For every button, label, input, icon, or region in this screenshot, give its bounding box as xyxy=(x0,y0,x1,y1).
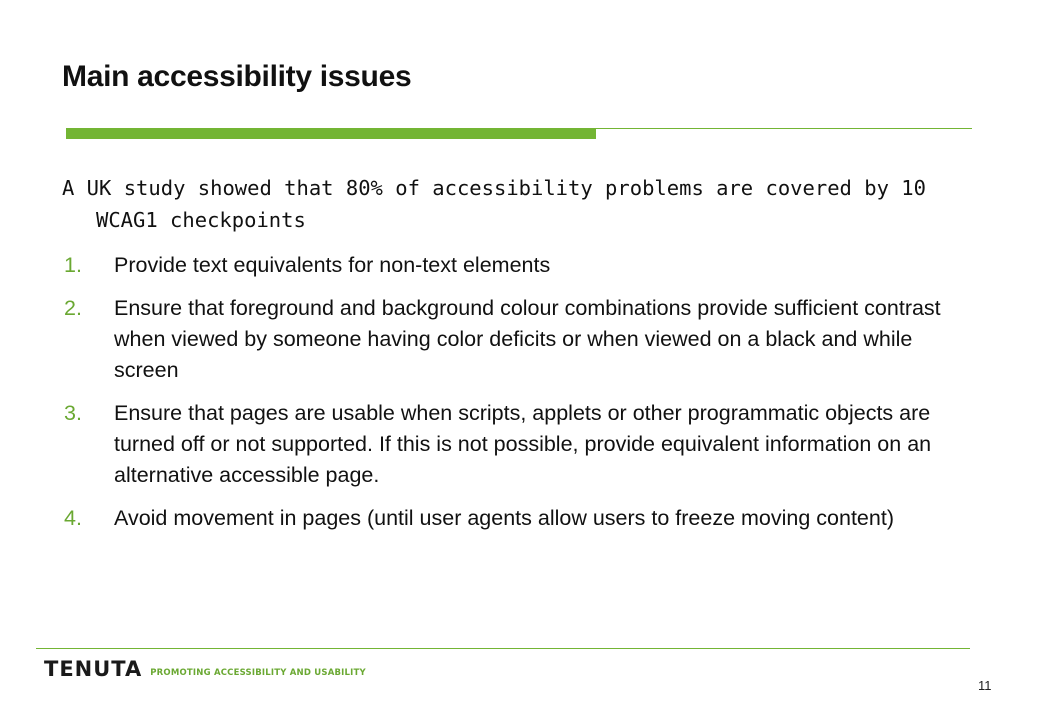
page-number: 11 xyxy=(978,678,992,693)
issue-number: 3. xyxy=(64,401,82,425)
logo-wordmark: TENUTA xyxy=(44,657,143,681)
tenuta-logo xyxy=(44,657,366,683)
issue-text: Provide text equivalents for non-text elements xyxy=(114,253,551,277)
issue-item xyxy=(62,250,982,281)
issue-text: Avoid movement in pages (until user agents allow users to freeze moving content) xyxy=(114,506,894,530)
issue-item xyxy=(62,503,982,534)
footer-divider xyxy=(36,648,970,649)
issue-text: Ensure that foreground and background colour combinations provide sufficient contrast when viewed by someone having color deficits or when viewed on a black and while screen xyxy=(114,296,941,382)
issues-list xyxy=(62,250,982,534)
logo-tagline: PROMOTING ACCESSIBILITY AND USABILITY xyxy=(150,668,366,678)
intro-text: A UK study showed that 80% of accessibility problems are covered by 10 WCAG1 checkpoints xyxy=(62,176,926,232)
title-underline-thin xyxy=(596,128,972,129)
issue-number: 1. xyxy=(64,253,82,277)
issue-item xyxy=(62,398,982,491)
issue-item xyxy=(62,293,982,386)
issue-text: Ensure that pages are usable when scripts, applets or other programmatic objects are turned off or not supported. If this is not possible, provide equivalent information on an alternative accessible page. xyxy=(114,401,932,487)
issue-number: 4. xyxy=(64,506,82,530)
title-underline-thick xyxy=(66,128,596,139)
slide-title: Main accessibility issues xyxy=(62,60,412,93)
slide-content xyxy=(62,172,982,546)
issue-number: 2. xyxy=(64,296,82,320)
